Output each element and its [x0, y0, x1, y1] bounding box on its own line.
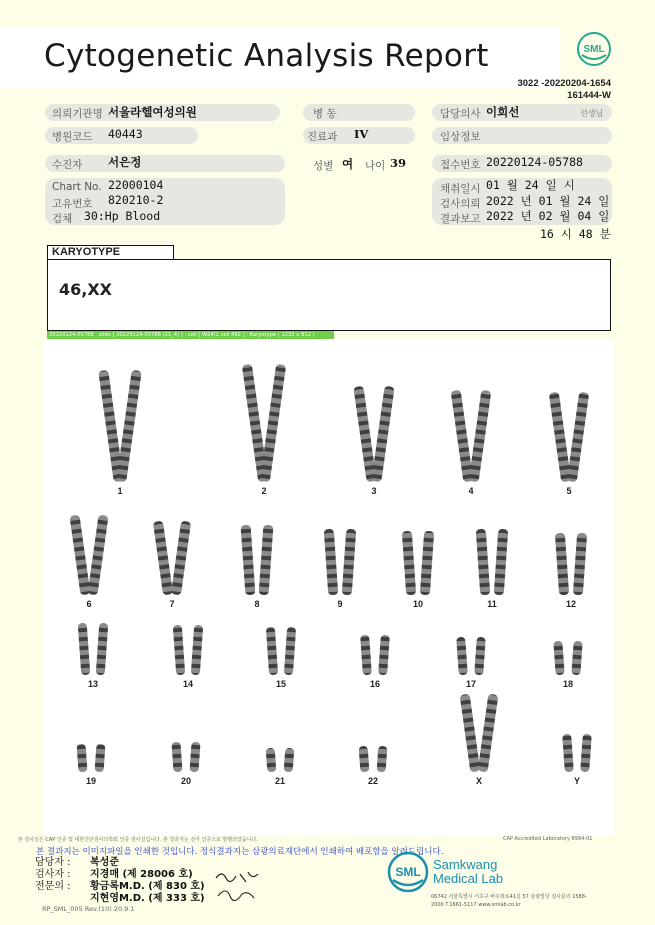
lab-name-line1: Samkwang — [433, 857, 498, 872]
chromosome-pair-19 — [77, 744, 106, 773]
chromosome-21-a — [266, 748, 277, 773]
chart-no-label: Chart No. — [52, 181, 102, 193]
chromosome-label-16: 16 — [369, 679, 381, 689]
test-request-value: 2022 년 01 월 24 일 — [486, 194, 610, 208]
specialist-label: 전문의 : — [35, 881, 71, 892]
chromosome-21-b — [284, 748, 295, 773]
chromosome-pair-20 — [171, 742, 200, 773]
chromosome-22-a — [359, 746, 370, 773]
chromosome-label-21: 21 — [274, 776, 286, 786]
chromosome-9-a — [324, 529, 339, 596]
chromosome-8-a — [241, 525, 256, 596]
chromosome-14-a — [173, 625, 185, 676]
chromosome-6-a — [69, 515, 90, 596]
doctor-suffix: 선생님 — [580, 109, 604, 118]
karyogram-image — [44, 340, 614, 835]
chromosome-18-b — [571, 641, 582, 676]
chromosome-label-15: 15 — [275, 679, 287, 689]
chromosome-label-14: 14 — [182, 679, 194, 689]
chromosome-pair-6 — [69, 515, 108, 596]
chromosome-1-b — [116, 370, 141, 482]
form-code: RP_SML_005 Rev.(10) 20.9.1 — [42, 905, 135, 913]
chromosome-X-a — [460, 694, 481, 773]
chromosome-15-a — [266, 627, 278, 676]
examiner-value: 지경매 (제 28006 호) — [90, 869, 193, 880]
hospital-code-value: 40443 — [108, 127, 143, 141]
report-number — [505, 78, 611, 102]
chromosome-pair-9 — [324, 529, 357, 596]
chromosome-label-22: 22 — [367, 776, 379, 786]
chromosome-label-1: 1 — [117, 486, 123, 496]
id-no-value: 820210-2 — [108, 193, 164, 207]
result-time-value: 16 시 48 분 — [540, 227, 611, 241]
report-number-line1: 3022 -20220204-1654 — [517, 78, 611, 89]
cap-accreditation: CAP Accredited Laboratory 8994-01 — [503, 836, 593, 842]
chromosome-label-4: 4 — [468, 486, 474, 496]
chromosome-11-a — [476, 529, 491, 596]
department-value: IV — [354, 127, 369, 141]
lab-name — [433, 858, 503, 886]
test-request-label: 검사의뢰 — [440, 198, 481, 210]
specimen-value: 30:Hp Blood — [84, 209, 161, 223]
karyotype-label: KARYOTYPE — [47, 245, 174, 259]
ward-label: 병 동 — [313, 108, 337, 120]
chromosome-label-12: 12 — [565, 599, 577, 609]
chromosome-pair-21 — [266, 748, 295, 773]
collection-date-label: 채취일시 — [440, 183, 481, 195]
chromosome-7-b — [171, 521, 191, 596]
department-label: 진료과 — [307, 131, 338, 143]
chromosome-pair-14 — [173, 625, 203, 676]
sml-logo-text: SML — [583, 44, 605, 55]
chromosome-4-b — [469, 390, 492, 482]
chromosome-pair-22 — [359, 746, 388, 773]
sml-logo-icon — [576, 31, 612, 67]
chromosome-12-a — [555, 533, 569, 596]
chromosome-label-17: 17 — [465, 679, 477, 689]
chromosome-9-b — [342, 529, 357, 596]
specialist-2: 지현영M.D. (제 333 호) — [90, 893, 205, 904]
chromosome-pair-5 — [549, 392, 589, 483]
doctor-value: 이희선 — [486, 105, 520, 119]
chromosome-label-13: 13 — [87, 679, 99, 689]
notice-text: 본 결과지는 이미지파일을 인쇄한 것입니다. 정식결과지는 삼광의료재단에서 인쇄하여 배포함을 알려드립니다. — [36, 847, 444, 857]
chromosome-pair-3 — [353, 386, 394, 482]
chromosome-3-b — [371, 386, 394, 482]
chromosome-8-b — [259, 525, 274, 596]
chromosome-Y-a — [562, 734, 574, 773]
chromosome-pair-1 — [98, 370, 141, 482]
lab-address: 06742 서울특별시 서초구 바우뫼로41길 57 삼광빌딩 검사문의 1588-2000 T.1661-5117 www.smlab.co.kr — [431, 894, 587, 908]
result-report-value: 2022 년 02 월 04 일 — [486, 209, 610, 223]
chromosome-20-b — [189, 742, 200, 773]
id-no-label: 고유번호 — [52, 198, 93, 210]
chromosome-Y-b — [580, 734, 592, 773]
chromosome-label-6: 6 — [86, 599, 92, 609]
chromosome-10-b — [420, 531, 434, 596]
chromosome-18-a — [553, 641, 564, 676]
chromosome-13-b — [96, 623, 109, 676]
chromosome-17-a — [456, 637, 468, 676]
signatures-icon — [212, 868, 264, 904]
chromosome-label-9: 9 — [337, 599, 343, 609]
clinical-info-label: 임상정보 — [440, 131, 481, 143]
chromosome-pair-Y — [562, 734, 592, 773]
chromosome-pair-13 — [78, 623, 109, 676]
chromosome-label-8: 8 — [254, 599, 260, 609]
chromosome-2-b — [260, 364, 286, 482]
chromosome-pair-11 — [476, 529, 509, 596]
chromosome-label-10: 10 — [412, 599, 424, 609]
analyst-value: 복성준 — [90, 857, 119, 868]
doctor-label: 담당의사 — [440, 108, 481, 120]
chromosome-16-a — [360, 635, 372, 676]
report-title: Cytogenetic Analysis Report — [44, 38, 489, 74]
chromosome-11-b — [494, 529, 509, 596]
sex-label: 성별 — [313, 160, 334, 172]
receipt-no-value: 20220124-05788 — [486, 155, 583, 169]
chromosome-20-a — [171, 742, 182, 773]
age-label: 나이 — [365, 160, 386, 172]
chromosome-label-3: 3 — [371, 486, 377, 496]
chromosome-label-5: 5 — [566, 486, 572, 496]
chromosome-4-a — [451, 390, 474, 482]
chromosome-label-7: 7 — [169, 599, 175, 609]
chromosome-pair-10 — [402, 531, 434, 596]
chromosome-13-a — [78, 623, 91, 676]
chart-no-value: 22000104 — [108, 178, 164, 192]
chromosome-label-Y: Y — [573, 776, 581, 786]
chromosome-pair-16 — [360, 635, 390, 676]
institution-value: 서울라헬여성의원 — [108, 105, 197, 119]
fine-print: 본 검사실은 CAP 인증 및 대한진단검사의학회 인증 검사실입니다. 본 결과지는 전자 인증으로 발행되었습니다. — [18, 837, 258, 843]
chromosome-17-b — [474, 637, 486, 676]
age-value: 39 — [390, 156, 407, 170]
chromosome-pair-2 — [242, 364, 286, 482]
chromosome-pair-17 — [456, 637, 486, 676]
receipt-no-label: 접수번호 — [440, 159, 481, 171]
lab-name-line2: Medical Lab — [433, 871, 504, 886]
chromosome-10-a — [402, 531, 416, 596]
karyogram-caption: 20220124-05788 . slide [ 20220124-05788 (21_4) ] : cell [ W24/1 cell 492 ] : Karyotype ( 1232 x 912 ) — [47, 331, 334, 339]
hospital-code-label: 병원코드 — [52, 131, 93, 143]
examinee-label: 수진자 — [52, 159, 83, 171]
chromosome-6-b — [87, 515, 108, 596]
result-report-label: 결과보고 — [440, 213, 481, 225]
chromosome-label-19: 19 — [85, 776, 97, 786]
chromosome-7-a — [153, 521, 173, 596]
chromosome-5-b — [567, 392, 589, 483]
chromosome-pair-12 — [555, 533, 587, 596]
collection-date-value: 01 월 24 일 시 — [486, 178, 575, 192]
report-number-line2: 161444-W — [567, 90, 611, 101]
chromosome-19-a — [77, 744, 88, 773]
samkwang-logo-text: SML — [395, 865, 421, 879]
karyotype-value: 46,XX — [59, 280, 113, 299]
chromosome-X-b — [478, 694, 499, 773]
chromosome-12-b — [573, 533, 587, 596]
chromosome-5-a — [549, 392, 571, 483]
sex-value: 여 — [342, 157, 354, 171]
samkwang-logo-icon — [386, 850, 430, 894]
chromosome-pair-X — [460, 694, 499, 773]
chromosome-16-b — [378, 635, 390, 676]
chromosome-pair-7 — [153, 521, 191, 596]
specialist-1: 황금록M.D. (제 830 호) — [90, 881, 205, 892]
chromosome-19-b — [95, 744, 106, 773]
chromosome-pair-18 — [553, 641, 582, 676]
chromosome-label-X: X — [475, 776, 483, 786]
examiner-label: 검사자 : — [35, 869, 71, 880]
chromosome-pair-4 — [451, 390, 492, 482]
institution-label: 의뢰기관명 — [52, 108, 103, 120]
chromosome-label-20: 20 — [180, 776, 192, 786]
chromosome-3-a — [353, 386, 376, 482]
specimen-label: 검체 — [52, 213, 73, 225]
chromosome-22-b — [377, 746, 388, 773]
karyotype-box — [47, 259, 611, 331]
chromosome-label-11: 11 — [487, 599, 497, 609]
chromosome-pair-15 — [266, 627, 296, 676]
analyst-label: 담당자 : — [35, 857, 71, 868]
examinee-value: 서은정 — [108, 155, 142, 169]
chromosome-label-2: 2 — [261, 486, 267, 496]
chromosome-15-b — [284, 627, 296, 676]
chromosome-pair-8 — [241, 525, 274, 596]
chromosome-label-18: 18 — [562, 679, 574, 689]
chromosome-14-b — [191, 625, 203, 676]
